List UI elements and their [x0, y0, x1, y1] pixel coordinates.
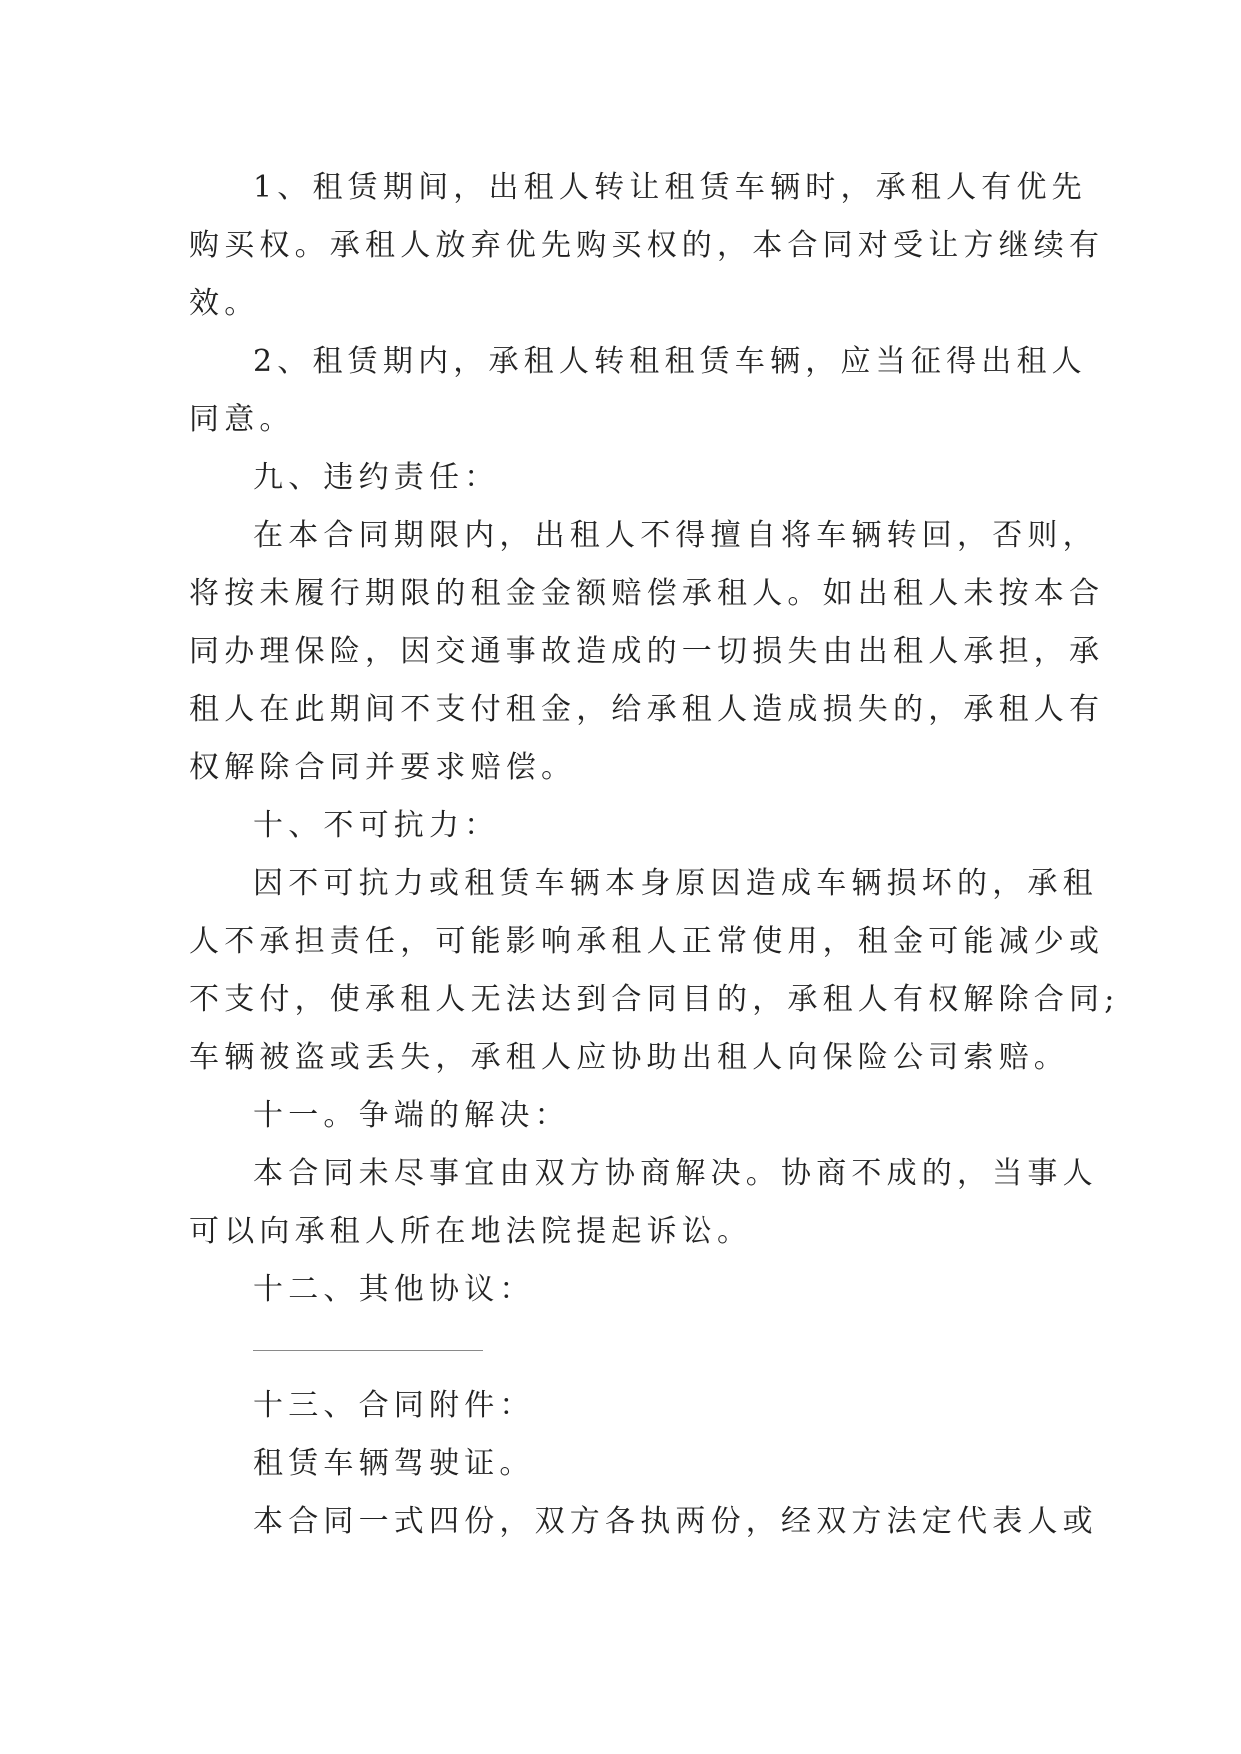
section-10-line-4: 车辆被盗或丢失，承租人应协助出租人向保险公司索赔。: [189, 1040, 1069, 1075]
section-9-line-2: 将按未履行期限的租金金额赔偿承租人。如出租人未按本合: [189, 576, 1105, 611]
clause-8-1-line-3: 效。: [189, 286, 260, 321]
section-9-line-1: 在本合同期限内，出租人不得擅自将车辆转回，否则，: [253, 518, 1098, 553]
section-13-line-1: 租赁车辆驾驶证。: [253, 1446, 535, 1481]
section-11-line-2: 可以向承租人所在地法院提起诉讼。: [189, 1214, 753, 1249]
section-10-line-3: 不支付，使承租人无法达到合同目的，承租人有权解除合同;: [189, 982, 1120, 1017]
blank-fill-line: [253, 1350, 483, 1351]
section-11-line-1: 本合同未尽事宜由双方协商解决。协商不成的，当事人: [253, 1156, 1098, 1191]
section-13-heading: 十三、合同附件：: [253, 1388, 535, 1423]
clause-8-2-line-2: 同意。: [189, 402, 295, 437]
clause-8-1-line-2: 购买权。承租人放弃优先购买权的，本合同对受让方继续有: [189, 228, 1105, 263]
section-10-heading: 十、不可抗力：: [253, 808, 500, 843]
clause-8-2-line-1: 2、租赁期内，承租人转租租赁车辆，应当征得出租人: [253, 344, 1087, 379]
section-11-heading: 十一。争端的解决：: [253, 1098, 570, 1133]
section-10-line-2: 人不承担责任，可能影响承租人正常使用，租金可能减少或: [189, 924, 1105, 959]
section-9-line-4: 租人在此期间不支付租金，给承租人造成损失的，承租人有: [189, 692, 1105, 727]
section-10-line-1: 因不可抗力或租赁车辆本身原因造成车辆损坏的，承租: [253, 866, 1098, 901]
section-12-heading: 十二、其他协议：: [253, 1272, 535, 1307]
section-9-line-3: 同办理保险，因交通事故造成的一切损失由出租人承担，承: [189, 634, 1105, 669]
section-9-heading: 九、违约责任：: [253, 460, 500, 495]
section-9-line-5: 权解除合同并要求赔偿。: [189, 750, 577, 785]
clause-8-1-line-1: 1、租赁期间，出租人转让租赁车辆时，承租人有优先: [253, 170, 1087, 205]
closing-line-1: 本合同一式四份，双方各执两份，经双方法定代表人或: [253, 1504, 1098, 1539]
